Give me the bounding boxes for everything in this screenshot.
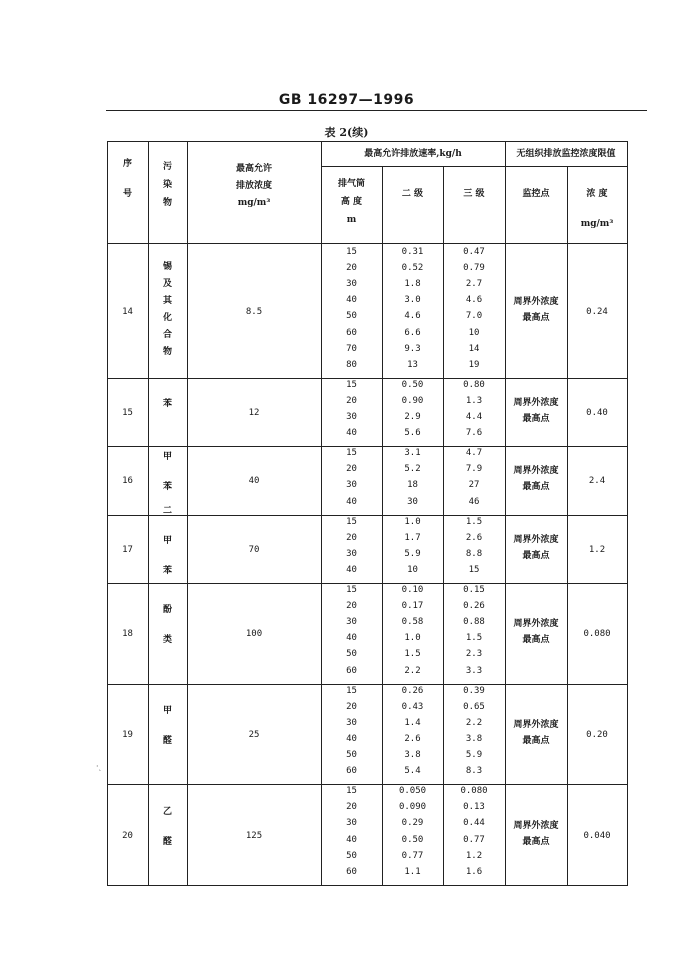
- grade3-rate-cell: 0.77: [463, 834, 485, 845]
- max-concentration: 12: [248, 408, 260, 418]
- fugitive-limit-cell: 0.20: [586, 729, 608, 740]
- pollutant-name: 合: [162, 330, 172, 341]
- grade3-rate-cell: 0.80: [463, 379, 485, 390]
- stack-height-cell: 40: [346, 496, 357, 507]
- header-pollutant: 染: [162, 180, 172, 190]
- monitor-point-cell: 周界外浓度: [513, 619, 559, 630]
- stack-height-cell: 30: [346, 412, 357, 422]
- grade2-rate-cell: 0.77: [401, 850, 424, 861]
- grade3-rate-cell: 1.3: [465, 395, 483, 406]
- header-rule: [106, 110, 647, 111]
- group-divider: [107, 885, 627, 886]
- seq-number: 18: [122, 629, 133, 640]
- grade2-rate-cell: 0.17: [401, 601, 424, 612]
- grade2-rate-cell: 2.9: [404, 412, 421, 422]
- pollutant-name: 其: [162, 296, 172, 307]
- header-fugitive-group: 无组织排放监控浓度限值: [516, 149, 616, 159]
- col-border: [187, 141, 188, 886]
- monitor-point-cell: 周界外浓度: [513, 466, 559, 477]
- stack-height-cell: 30: [346, 279, 357, 290]
- grade3-rate-cell: 7.6: [465, 428, 483, 439]
- grade2-rate-cell: 0.50: [401, 379, 424, 390]
- grade3-rate-cell: 1.2: [465, 850, 483, 861]
- stack-height-cell: 20: [346, 701, 357, 712]
- seq-number: 16: [122, 476, 133, 487]
- monitor-point-cell: 最高点: [522, 482, 550, 493]
- grade3-rate-cell: 0.47: [463, 247, 485, 257]
- stack-height-cell: 50: [346, 311, 357, 322]
- grade3-rate-cell: 2.3: [465, 649, 483, 660]
- pollutant-name: 酚: [162, 605, 172, 616]
- grade3-rate-cell: 27: [468, 480, 480, 491]
- stack-height-cell: 30: [346, 480, 357, 491]
- grade2-rate-cell: 5.4: [404, 766, 421, 777]
- header-pollutant: 污: [162, 162, 172, 172]
- header-monitor-point: 监控点: [522, 189, 550, 199]
- fugitive-limit-cell: 0.080: [583, 629, 611, 640]
- col-border: [567, 243, 568, 885]
- stack-height-cell: 15: [346, 585, 357, 595]
- grade2-rate-cell: 5.6: [404, 428, 421, 439]
- grade3-rate-cell: 0.26: [463, 601, 485, 612]
- stack-height-cell: 50: [346, 850, 357, 861]
- stack-height-cell: 20: [346, 395, 357, 406]
- max-concentration: 25: [248, 729, 260, 740]
- fugitive-limit-cell: 0.040: [583, 830, 611, 841]
- pollutant-name: 二: [162, 505, 172, 516]
- header-max-conc: 排放浓度: [235, 180, 272, 191]
- grade2-rate-cell: 0.26: [401, 685, 424, 696]
- monitor-point-cell: 周界外浓度: [513, 398, 559, 408]
- grade2-rate-cell: 30: [407, 496, 418, 507]
- grade2-rate-cell: 3.1: [404, 448, 421, 459]
- grade2-rate-cell: 1.8: [404, 279, 421, 290]
- grade3-rate-cell: 4.4: [465, 412, 483, 422]
- pollutant-name: 类: [162, 635, 172, 646]
- grade2-rate-cell: 1.1: [404, 866, 421, 877]
- grade3-rate-cell: 15: [468, 564, 480, 575]
- stack-height-cell: 30: [346, 617, 357, 628]
- table-top-border: [107, 141, 627, 142]
- col-rule: [382, 166, 383, 243]
- grade2-rate-cell: 0.90: [401, 395, 424, 406]
- grade3-rate-cell: 3.8: [465, 733, 483, 744]
- grade3-rate-cell: 2.6: [465, 532, 483, 543]
- grade2-rate-cell: 3.0: [404, 295, 421, 306]
- col-border: [148, 141, 149, 886]
- col-rule: [443, 166, 444, 243]
- stack-height-cell: 70: [346, 343, 357, 354]
- standard-code: GB 16297—1996: [278, 92, 415, 108]
- monitor-point-cell: 周界外浓度: [513, 719, 559, 730]
- pollutant-name: 醛: [162, 836, 172, 847]
- grade2-rate-cell: 5.9: [404, 548, 421, 559]
- pollutant-name: 甲: [162, 452, 172, 463]
- grade3-rate-cell: 19: [468, 359, 480, 370]
- col-border: [107, 141, 108, 886]
- grade3-rate-cell: 4.7: [465, 448, 483, 459]
- grade2-rate-cell: 10: [407, 564, 418, 575]
- grade3-rate-cell: 14: [468, 343, 480, 354]
- stack-height-cell: 50: [346, 649, 357, 660]
- stack-height-cell: 40: [346, 834, 357, 845]
- grade3-rate-cell: 10: [468, 327, 480, 338]
- grade3-rate-cell: 0.13: [463, 802, 485, 813]
- stack-height-cell: 60: [346, 665, 357, 676]
- grade3-rate-cell: 0.080: [460, 786, 488, 797]
- stack-height-cell: 50: [346, 750, 357, 760]
- grade3-rate-cell: 3.3: [465, 665, 483, 676]
- col-border: [382, 243, 383, 885]
- grade2-rate-cell: 5.2: [404, 464, 421, 475]
- stack-height-cell: 60: [346, 327, 357, 338]
- grade2-rate-cell: 1.0: [404, 633, 421, 644]
- monitor-point-cell: 周界外浓度: [513, 820, 559, 831]
- seq-number: 19: [122, 729, 133, 740]
- monitor-point-cell: 周界外浓度: [513, 534, 559, 545]
- grade2-rate-cell: 2.2: [404, 665, 421, 676]
- stack-height-cell: 15: [346, 786, 357, 797]
- stack-height-cell: 20: [346, 464, 357, 475]
- stack-height-cell: 60: [346, 766, 357, 777]
- grade2-rate-cell: 0.58: [401, 617, 424, 628]
- scan-mark: ·ˎ: [96, 762, 102, 771]
- stack-height-cell: 30: [346, 818, 357, 829]
- stack-height-cell: 20: [346, 601, 357, 612]
- grade2-rate-cell: 2.6: [404, 733, 421, 744]
- header-stack-height: 高 度: [340, 196, 363, 207]
- table-caption: 表 2(续): [324, 126, 369, 139]
- stack-height-cell: 15: [346, 379, 357, 390]
- grade2-rate-cell: 4.6: [404, 311, 421, 322]
- grade2-rate-cell: 1.5: [404, 649, 421, 660]
- seq-number: 20: [122, 830, 133, 841]
- grade3-rate-cell: 2.7: [465, 279, 483, 290]
- grade2-rate-cell: 1.4: [404, 717, 421, 728]
- grade3-rate-cell: 7.9: [465, 464, 483, 475]
- stack-height-cell: 80: [346, 359, 357, 370]
- grade2-rate-cell: 18: [407, 480, 418, 491]
- pollutant-name: 乙: [162, 806, 172, 817]
- monitor-point-cell: 最高点: [522, 313, 550, 324]
- stack-height-cell: 20: [346, 532, 357, 543]
- stack-height-cell: 20: [346, 802, 357, 813]
- col-border: [443, 243, 444, 885]
- grade2-rate-cell: 3.8: [404, 750, 421, 760]
- pollutant-name: 及: [162, 279, 172, 290]
- grade3-rate-cell: 4.6: [465, 295, 483, 306]
- pollutant-name: 苯: [162, 399, 172, 409]
- stack-height-cell: 15: [346, 247, 357, 257]
- stack-height-cell: 30: [346, 717, 357, 728]
- max-concentration: 8.5: [245, 307, 263, 318]
- grade3-rate-cell: 46: [468, 496, 480, 507]
- header-seq: 号: [122, 189, 132, 199]
- stack-height-cell: 40: [346, 428, 357, 439]
- header-pollutant: 物: [162, 198, 172, 208]
- pollutant-name: 苯: [162, 565, 172, 576]
- header-seq: 序: [122, 159, 132, 169]
- grade2-rate-cell: 0.52: [401, 263, 424, 274]
- header-grade2: 二 级: [401, 189, 424, 199]
- grade3-rate-cell: 2.2: [465, 717, 483, 728]
- pollutant-name: 甲: [162, 705, 172, 716]
- grade2-rate-cell: 0.43: [401, 701, 424, 712]
- header-rate-group: 最高允许排放速率,kg/h: [364, 149, 462, 159]
- stack-height-cell: 30: [346, 548, 357, 559]
- monitor-point-cell: 最高点: [522, 836, 550, 847]
- grade3-rate-cell: 8.3: [465, 766, 483, 777]
- header-stack-height: 排气筒: [337, 178, 365, 189]
- stack-height-cell: 15: [346, 448, 357, 459]
- grade3-rate-cell: 8.8: [465, 548, 483, 559]
- stack-height-cell: 40: [346, 633, 357, 644]
- grade2-rate-cell: 0.31: [401, 247, 424, 257]
- stack-height-cell: 40: [346, 564, 357, 575]
- stack-height-cell: 40: [346, 733, 357, 744]
- pollutant-name: 化: [162, 313, 172, 324]
- monitor-point-cell: 最高点: [522, 550, 550, 561]
- header-max-conc: 最高允许: [235, 163, 272, 174]
- stack-height-cell: 40: [346, 295, 357, 306]
- pollutant-name: 醛: [162, 735, 172, 746]
- grade2-rate-cell: 13: [407, 359, 418, 370]
- col-rule: [567, 166, 568, 243]
- header-max-conc: mg/m³: [237, 197, 271, 208]
- col-border: [505, 141, 506, 886]
- grade2-rate-cell: 0.090: [398, 802, 427, 813]
- grade2-rate-cell: 0.29: [401, 818, 424, 829]
- stack-height-cell: 20: [346, 263, 357, 274]
- pollutant-name: 物: [162, 347, 172, 358]
- grade2-rate-cell: 0.10: [401, 585, 424, 595]
- monitor-point-cell: 最高点: [522, 735, 550, 746]
- seq-number: 15: [122, 408, 133, 418]
- grade3-rate-cell: 1.5: [465, 516, 483, 527]
- monitor-point-cell: 最高点: [522, 414, 550, 424]
- header-concentration-unit: mg/m³: [580, 219, 614, 229]
- header-stack-height: m: [346, 214, 357, 225]
- header-concentration: 浓 度: [586, 189, 608, 199]
- fugitive-limit-cell: 2.4: [588, 476, 606, 487]
- monitor-point-cell: 周界外浓度: [513, 297, 559, 308]
- max-concentration: 125: [245, 830, 263, 841]
- grade2-rate-cell: 1.0: [404, 516, 421, 527]
- grade3-rate-cell: 0.15: [463, 585, 485, 595]
- grade3-rate-cell: 0.65: [463, 701, 485, 712]
- pollutant-name: 锡: [162, 262, 172, 273]
- pollutant-name: 甲: [162, 535, 172, 546]
- grade3-rate-cell: 5.9: [465, 750, 483, 760]
- grade3-rate-cell: 1.6: [465, 866, 483, 877]
- pollutant-name: 苯: [162, 482, 172, 493]
- grade3-rate-cell: 0.79: [463, 263, 485, 274]
- fugitive-limit-cell: 0.40: [586, 408, 608, 418]
- fugitive-limit-cell: 0.24: [586, 307, 608, 318]
- grade3-rate-cell: 7.0: [465, 311, 483, 322]
- header-bottom-rule: [107, 243, 627, 244]
- grade3-rate-cell: 0.44: [463, 818, 485, 829]
- col-border: [627, 141, 628, 886]
- seq-number: 14: [122, 307, 133, 318]
- grade2-rate-cell: 0.050: [398, 786, 427, 797]
- header-sub-rule: [321, 166, 627, 167]
- seq-number: 17: [122, 544, 133, 555]
- monitor-point-cell: 最高点: [522, 635, 550, 646]
- grade3-rate-cell: 1.5: [465, 633, 483, 644]
- stack-height-cell: 15: [346, 516, 357, 527]
- max-concentration: 70: [248, 544, 260, 555]
- grade2-rate-cell: 1.7: [404, 532, 421, 543]
- max-concentration: 40: [248, 476, 260, 487]
- header-grade3: 三 级: [463, 189, 485, 199]
- grade2-rate-cell: 6.6: [404, 327, 421, 338]
- fugitive-limit-cell: 1.2: [588, 544, 606, 555]
- grade2-rate-cell: 9.3: [404, 343, 421, 354]
- col-border: [321, 141, 322, 886]
- grade3-rate-cell: 0.88: [463, 617, 485, 628]
- stack-height-cell: 60: [346, 866, 357, 877]
- grade3-rate-cell: 0.39: [463, 685, 485, 696]
- stack-height-cell: 15: [346, 685, 357, 696]
- max-concentration: 100: [245, 629, 263, 640]
- grade2-rate-cell: 0.50: [401, 834, 424, 845]
